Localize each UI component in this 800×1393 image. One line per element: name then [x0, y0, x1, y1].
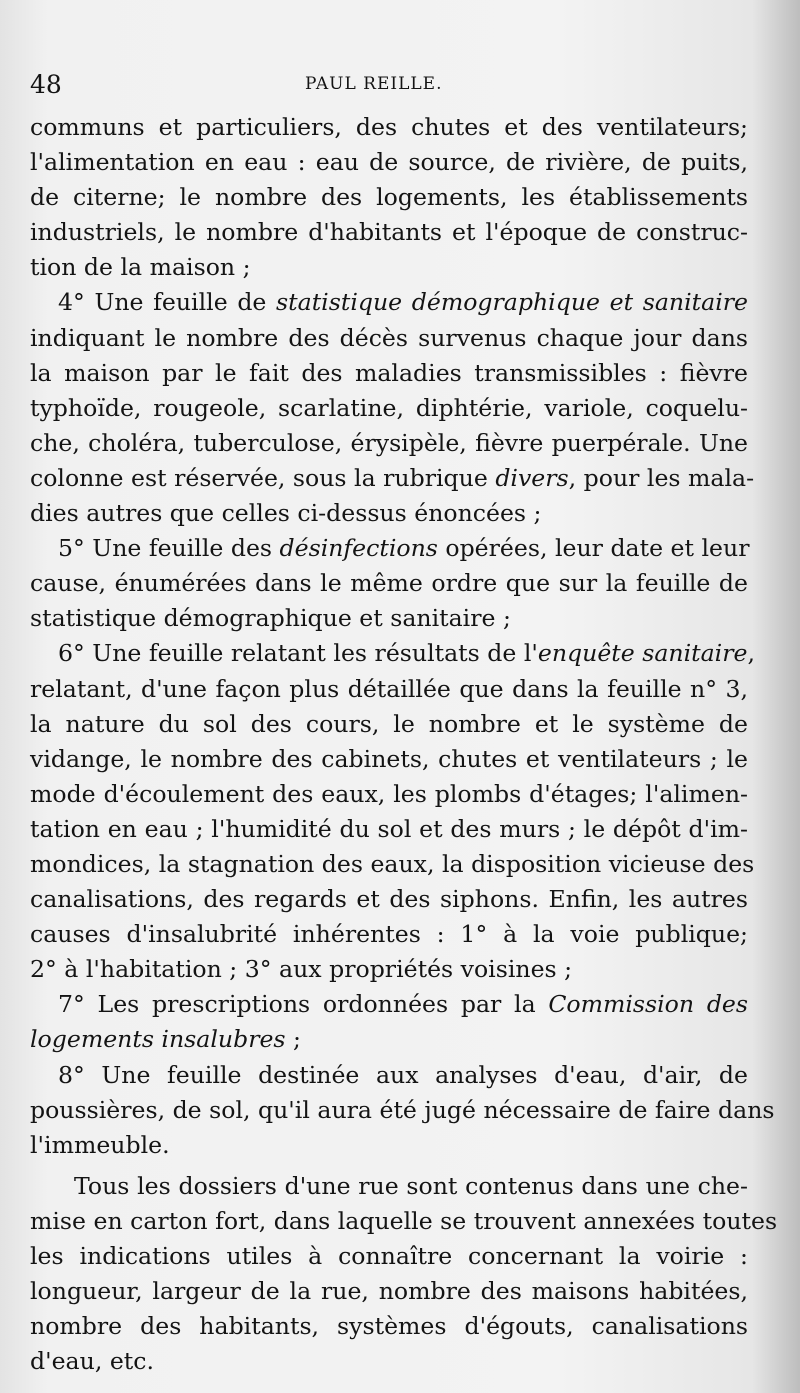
- text-line: 2° à l'habitation ; 3° aux propriétés voisines ;: [30, 955, 573, 984]
- text-line: mondices, la stagnation des eaux, la disposition vicieuse des: [30, 849, 755, 878]
- text-line: vidange, le nombre des cabinets, chutes et ventilateurs ; le: [30, 744, 748, 773]
- text-line: [30, 636, 755, 671]
- text-run: ,: [747, 639, 755, 668]
- text-line: communs et particuliers, des chutes et des ventilateurs;: [30, 113, 748, 141]
- text-line: mise en carton fort, dans laquelle se trouvent annexées toutes: [30, 1206, 778, 1235]
- text-run: 6° Une feuille relatant les résultats de l': [58, 639, 538, 668]
- italic-term: désinfections: [279, 534, 438, 563]
- text-line: causes d'insalubrité inhérentes : 1° à la voie publique;: [30, 920, 748, 949]
- text-line: d'eau, etc.: [30, 1347, 154, 1376]
- text-line: tation en eau ; l'humidité du sol et des murs ; le dépôt d'im-: [30, 814, 748, 843]
- italic-term: Commission des: [548, 990, 748, 1019]
- text-line: l'immeuble.: [30, 1130, 170, 1159]
- text-line: [30, 531, 748, 566]
- text-line: longueur, largeur de la rue, nombre des maisons habitées,: [30, 1277, 748, 1306]
- text-line: relatant, d'une façon plus détaillée que dans la feuille n° 3,: [30, 674, 748, 703]
- text-line: la maison par le fait des maladies transmissibles : fièvre: [30, 358, 748, 387]
- text-line: [30, 461, 755, 496]
- text-line: Tous les dossiers d'une rue sont contenus dans une che-: [74, 1171, 748, 1200]
- text-run: ;: [285, 1025, 301, 1054]
- text-run: colonne est réservée, sous la rubrique: [30, 463, 496, 492]
- text-line: statistique démographique et sanitaire ;: [30, 604, 511, 633]
- text-line: industriels, le nombre d'habitants et l'époque de construc-: [30, 218, 748, 247]
- text-line: [30, 285, 748, 320]
- text-line: l'alimentation en eau : eau de source, de rivière, de puits,: [30, 148, 748, 177]
- text-run: 4° Une feuille de: [58, 288, 277, 317]
- text-line: [30, 1022, 748, 1057]
- text-line: nombre des habitants, systèmes d'égouts, canalisations: [30, 1312, 748, 1341]
- text-run: 5° Une feuille des: [58, 534, 280, 563]
- text-run: 7° Les prescriptions ordonnées par la: [58, 990, 549, 1019]
- text-line: dies autres que celles ci-dessus énoncées ;: [30, 499, 542, 528]
- text-line: les indications utiles à connaître concernant la voirie :: [30, 1242, 748, 1270]
- running-head: PAUL REILLE.: [305, 74, 443, 94]
- text-line: 8° Une feuille destinée aux analyses d'eau, d'air, de: [58, 1060, 748, 1089]
- text-line: typhoïde, rougeole, scarlatine, diphtérie, variole, coquelu-: [30, 393, 748, 422]
- text-line: tion de la maison ;: [30, 253, 251, 282]
- italic-term: enquête sanitaire: [537, 639, 748, 668]
- text-line: mode d'écoulement des eaux, les plombs d'étages; l'alimen-: [30, 779, 748, 808]
- text-line: la nature du sol des cours, le nombre et le système de: [30, 709, 748, 738]
- text-line: canalisations, des regards et des siphons. Enfin, les autres: [30, 885, 748, 914]
- text-line: che, choléra, tuberculose, érysipèle, fièvre puerpérale. Une: [30, 428, 748, 457]
- text-line: [30, 987, 748, 1022]
- page-number: 48: [30, 70, 62, 99]
- italic-term: logements insalubres: [30, 1025, 286, 1054]
- text-line: poussières, de sol, qu'il aura été jugé nécessaire de faire dans: [30, 1095, 775, 1124]
- text-line: indiquant le nombre des décès survenus chaque jour dans: [30, 323, 748, 352]
- page-header: [30, 70, 750, 100]
- text-line: de citerne; le nombre des logements, les établissements: [30, 183, 748, 212]
- text-line: cause, énumérées dans le même ordre que sur la feuille de: [30, 569, 748, 598]
- text-run: , pour les mala-: [568, 463, 755, 492]
- italic-term: statistique démographique et sanitaire: [276, 288, 748, 317]
- body-text: [30, 110, 778, 1379]
- italic-term: divers: [495, 463, 569, 492]
- text-run: opérées, leur date et leur: [437, 534, 750, 563]
